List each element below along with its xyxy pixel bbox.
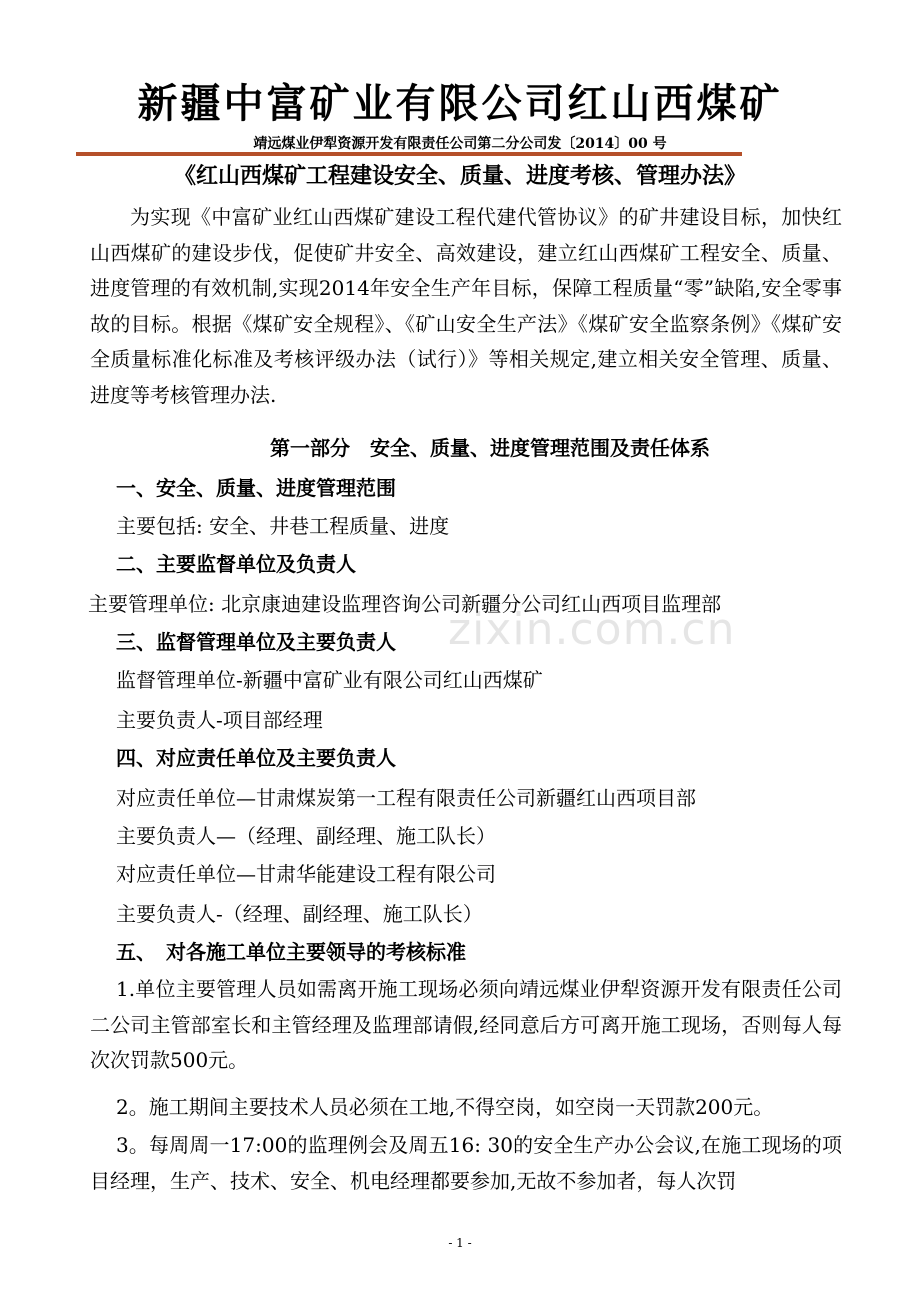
section3-text-1: 监督管理单位-新疆中富矿业有限公司红山西煤矿 <box>116 668 543 692</box>
section4-text-2: 主要负责人—（经理、副经理、施工队长） <box>116 824 496 848</box>
document-title: 《红山西煤矿工程建设安全、质量、进度考核、管理办法》 <box>173 163 746 189</box>
page-number: - 1 - <box>448 1236 472 1250</box>
section4-text-4: 主要负责人-（经理、副经理、施工队长） <box>116 902 483 926</box>
header-rule <box>76 152 742 156</box>
section4-text-1: 对应责任单位—甘肃煤炭第一工程有限责任公司新疆红山西项目部 <box>116 786 696 810</box>
item-3: 3。每周周一17:00的监理例会及周五16: 30的安全生产办公会议,在施工现场的项目经理，生产、技术、安全、机电经理都要参加,无故不参加者，每人次罚 <box>90 1133 842 1193</box>
section4-text-3: 对应责任单位—甘肃华能建设工程有限公司 <box>116 862 496 886</box>
section2-text: 主要管理单位: 北京康迪建设监理咨询公司新疆分公司红山西项目监理部 <box>88 592 722 616</box>
section1-heading: 一、安全、质量、进度管理范围 <box>116 476 396 500</box>
intro-paragraph: 为实现《中富矿业红山西煤矿建设工程代建代管协议》的矿井建设目标，加快红山西煤矿的建设步伐，促使矿井安全、高效建设，建立红山西煤矿工程安全、质量、进度管理的有效机制,实现2014年安全生产年目标，保障工程质量“零”缺陷,安全零事故的目标。根据《煤矿安全规程》、《矿山安全生产法》《煤矿安全监察条例》《煤矿安全质量标准化标准及考核评级办法（试行）》等相关规定,建立相关安全管理、质量、进度等考核管理办法. <box>90 205 842 407</box>
item-1: 1.单位主要管理人员如需离开施工现场必须向靖远煤业伊犁资源开发有限责任公司二公司主管部室长和主管经理及监理部请假,经同意后方可离开施工现场，否则每人每次次罚款500元。 <box>90 977 842 1072</box>
section3-text-2: 主要负责人-项目部经理 <box>116 708 323 732</box>
watermark: zixin.com.cn <box>448 604 736 655</box>
section1-text: 主要包括: 安全、井巷工程质量、进度 <box>116 514 450 538</box>
section3-heading: 三、监督管理单位及主要负责人 <box>116 630 396 654</box>
company-title: 新疆中富矿业有限公司红山西煤矿 <box>137 80 783 127</box>
section4-heading: 四、对应责任单位及主要负责人 <box>116 746 396 770</box>
issuer-subtitle: 靖远煤业伊犁资源开发有限责任公司第二分公司发〔2014〕00 号 <box>253 136 667 152</box>
section5-heading: 五、 对各施工单位主要领导的考核标准 <box>116 940 466 964</box>
section2-heading: 二、主要监督单位及负责人 <box>116 552 356 576</box>
item-2: 2。施工期间主要技术人员必须在工地,不得空岗，如空岗一天罚款200元。 <box>116 1095 774 1119</box>
part1-heading: 第一部分 安全、质量、进度管理范围及责任体系 <box>270 436 710 460</box>
